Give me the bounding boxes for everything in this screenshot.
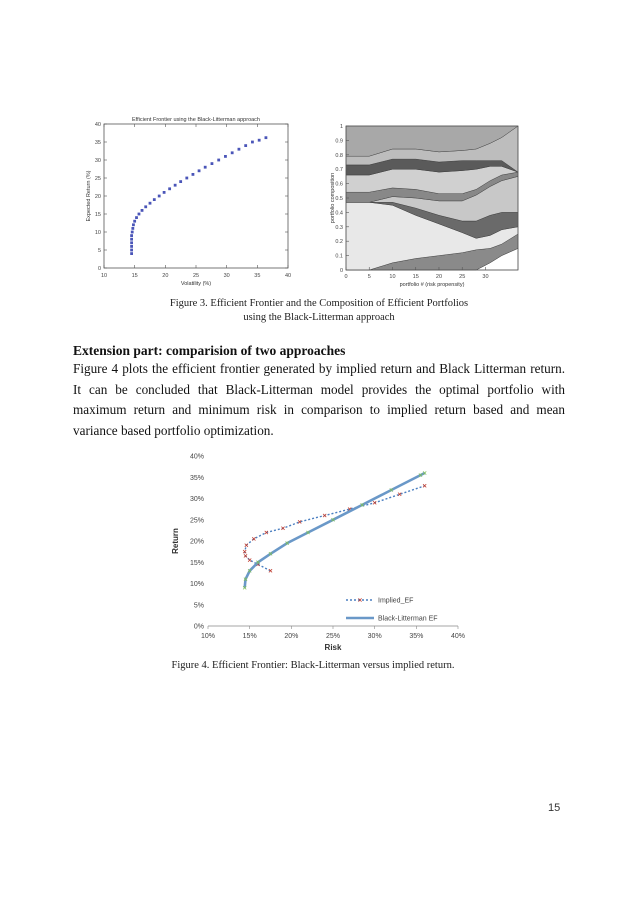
legend-bl-label: Black-Litterman EF [378,615,438,623]
data-point [132,223,135,226]
x-tick-label: 15 [131,273,138,279]
y-tick-label: 0 [97,266,101,272]
y-axis-label: portfolio composition [330,172,336,224]
data-point [144,205,147,208]
x-axis-label: Risk [324,643,342,652]
data-point [231,151,234,154]
x-tick-label: 20 [162,273,169,279]
y-tick-label: 1 [339,124,343,130]
y-tick-label: 15% [189,559,204,567]
y-tick-label: 35% [189,474,204,482]
figure3-caption-line1: Figure 3. Efficient Frontier and the Composition of Efficient Portfolios [169,298,469,309]
y-tick-label: 0.1 [335,253,343,260]
x-tick-label: 30% [367,633,382,640]
y-axis-label: Return [171,528,180,554]
data-point [131,231,134,234]
data-point [130,249,133,252]
data-point [149,202,152,205]
data-point [244,144,247,147]
data-point [130,245,133,248]
data-point [211,162,214,165]
x-tick-label: 5 [367,274,371,280]
data-point [224,155,227,158]
implied-ef-point [252,537,255,540]
data-point [217,159,220,162]
y-tick-label: 40 [94,122,101,128]
x-tick-label: 25 [459,274,466,280]
x-tick-label: 40 [284,273,292,279]
section-heading: Extension part: comparision of two approaches [73,343,346,358]
x-axis-label: portfolio # (risk propensity) [399,282,465,288]
data-point [138,213,141,216]
x-tick-label: 15% [242,633,257,640]
data-point [141,209,144,212]
data-point [135,216,138,219]
data-point [265,136,268,139]
section-paragraph: Figure 4 plots the efficient frontier generated by implied return and Black Litterman return. It can be concluded that Black-Litterman model provides the optimal portfolio with maximum return and minimum risk in comparison to implied return based and mean variance based portfolio optimization. [73,361,565,438]
figure3-caption-line2: using the Black-Litterman approach [243,312,395,323]
y-tick-label: 0.2 [335,239,343,246]
page-number: 15 [548,802,561,814]
implied-ef-line [245,486,425,571]
y-tick-label: 35 [94,140,101,146]
data-point [185,177,188,180]
x-tick-label: 40% [450,633,466,640]
data-point [192,173,195,176]
figure3-right-chart [314,118,528,290]
y-tick-label: 20 [94,194,101,200]
x-axis-label: Volatility (%) [180,281,212,287]
x-tick-label: 10% [200,633,216,640]
y-tick-label: 30 [94,158,101,164]
x-tick-label: 20% [284,633,299,640]
y-tick-label: 0 [339,268,343,274]
chart-title: Efficient Frontier using the Black-Litterman approach [132,117,260,123]
data-point [131,227,134,230]
y-tick-label: 0.7 [335,167,343,174]
data-point [130,234,133,237]
figure4-chart [160,448,480,658]
y-tick-label: 25% [189,517,204,525]
data-point [130,252,133,255]
y-tick-label: 0% [193,623,204,631]
figure4-caption: Figure 4. Efficient Frontier: Black-Litterman versus implied return. [171,660,455,671]
y-tick-label: 40% [189,453,204,461]
y-tick-label: 5% [193,602,204,610]
x-tick-label: 25% [325,633,341,640]
y-tick-label: 30% [189,496,204,503]
y-tick-label: 0.9 [335,138,343,145]
implied-ef-point [245,544,248,547]
y-tick-label: 10 [94,230,101,236]
x-tick-label: 10 [389,274,396,280]
data-point [179,180,182,183]
data-point [198,169,201,172]
data-point [130,238,133,241]
x-tick-label: 15 [412,274,419,280]
y-tick-label: 0.3 [335,224,343,231]
data-point [251,141,254,144]
y-tick-label: 0.5 [335,196,343,202]
figure3-left-chart [82,112,294,292]
y-tick-label: 0.4 [335,210,343,217]
y-tick-label: 15 [94,212,101,218]
data-point [133,220,136,223]
x-tick-label: 30 [482,274,489,280]
legend-implied-label: Implied_EF [378,597,414,605]
data-point [130,241,133,244]
data-point [258,139,261,142]
x-tick-label: 0 [344,274,348,280]
data-point [238,148,241,151]
x-tick-label: 20 [435,274,443,280]
y-axis-label: Expected Return (%) [86,170,92,222]
data-point [163,191,166,194]
data-point [158,195,161,198]
y-tick-label: 5 [97,248,101,254]
y-tick-label: 0.8 [335,152,343,159]
implied-ef-point [248,559,251,562]
y-tick-label: 20% [189,538,204,546]
y-tick-label: 25 [94,176,101,182]
x-tick-label: 30 [223,273,230,279]
x-tick-label: 10 [100,273,108,279]
data-point [153,198,156,201]
data-point [204,166,207,169]
y-tick-label: 0.6 [335,181,343,188]
black-litterman-ef-line [245,473,425,588]
x-tick-label: 35% [409,633,424,640]
x-tick-label: 25 [192,273,200,279]
y-tick-label: 10% [189,581,204,588]
implied-ef-point [244,554,247,557]
data-point [168,187,171,190]
x-tick-label: 35 [254,273,261,279]
data-point [174,184,177,187]
implied-ef-point [323,514,326,517]
